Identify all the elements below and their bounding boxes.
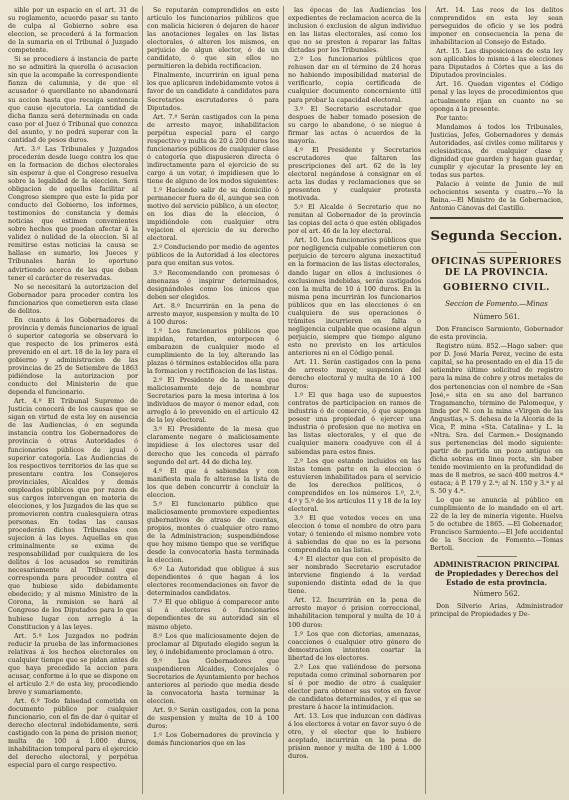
paragraph: Si se procediere á instancia de parte no se admitirá la querella ó acusacion sin que la acompañe la correspondiente fianza de calumnia, y de que el acusador ó querellante no abandonará su accion hasta que recaiga sentencia que cause ejecutoria. La cantidad de dicha fianza será determinada en cada caso por el Juez ó Tribunal que conozca del asunto, y no podrá superar con la cantidad de pesos duros.: [8, 55, 138, 144]
paragraph: 1.º El que haga uso de supuestos contratos de participacion en ramos de industria ó de comercio, ó que suponga poseer una propiedad ó ejercer una industria ó profesion que no motiva en las listas electorales, y el que de cualquier manera coadyuve con él á sabiendas para estos fines.: [288, 391, 421, 456]
paragraph: 1.º Los que con dictorias, amenazas, coacciones ó cualquier otro género de demostracion intenten coartar la libertad de los electores.: [288, 629, 421, 662]
paragraph: 2.º Conduciendo por medio de agentes públicos de la Autoridad á los electores para que emitan sus votos.: [147, 243, 279, 268]
paragraph: Art. 14. Las reos de los delitos comprendidos en esta ley sean perseguidos de oficio y se les podrá imponer en consecuencia la pena de inhabilitacion al Consejo de Estado.: [430, 6, 563, 47]
paragraph: 4.º El Presidente y Secretarios escrutadores que faltaren las prescripciones del art. 62 de la ley electoral negándose á consignar en el acta las dudas y reclamaciones que se presenten y cualquier protesta motivada.: [288, 145, 421, 203]
column-1: [8, 6, 138, 794]
paragraph: Art. 8.º Incurrirán en la pena de arresto mayor, suspension y multa de 10 á 100 duros:: [147, 301, 279, 326]
paragraph: Art. 5.º Los Juzgados no podrán reducir la prueba de las informaciones relativas á los hechos electorales en cualquier tiempo que se pidan antes de que haya precedido la accion para acusar, conforme á lo que se dispone en el artículo 2.º de esta ley, procediendo breve y sumariamente.: [8, 631, 138, 696]
paragraph: 4.º El que á sabiendas y con manifiesta mala fe alterase la lista de los que deben concurrir á concluir la eleccion.: [147, 466, 279, 499]
column-4: [430, 6, 563, 794]
paragraph: 1.º Haciendo salir de su domicilio ó permanecer fuera de él, aunque sea con motivo del servicio público, á un elector, en los dias de la eleccion, ó impidiéndole con cualquier otra vejacion el ejercicio de su derecho electoral.: [147, 186, 279, 243]
paragraph: Se reputarán comprendidos en este artículo los funcionarios públicos que con malicia hicieren ó dejaren de hacer las anotaciones legales en las listas electorales, ó alteren los mismos, en perjuicio de algun elector, ó de un candidato, ó que sin ellos no permitieren la debida rectificacion.: [147, 6, 279, 71]
paragraph: 2.º Los que valiéndose de persona reputada como criminal sobornaren por sí ó por medio de otro á cualquier elector para obtener sus votos en favor de candidatos determinados, y el que se prestare á hacer la intimidacion.: [288, 662, 421, 711]
paragraph: 2.º El Presidente de la mesa que maliciosamente deje de nombrar Secretarios para la mesa interina á los individuos de mayor ó menor edad, con arreglo á lo prevenido en el artículo 42 de la ley electoral.: [147, 376, 279, 425]
column-2: [147, 6, 279, 794]
paragraph: Art. 13. Los que induzcan con dádivas á los electores á votar en favor suyo ó de otro, y el elector que lo hubiere aceptado, incurrirán en la pena de prision menor y multa de 100 á 1.000 duros.: [288, 712, 421, 761]
paragraph: 1.º Los Gobernadores de provincia y demás funcionarios que en las: [147, 731, 279, 748]
paragraph: Art. 3.º Las Tribunales y Juzgados procederán desde luego contra los que en la formacion de dichos electorales sin esperar á que el Congreso resuelva sobre la legalidad de la eleccion. Será obligacion de aquellos facilitar al Congreso siempre que este lo pida por conducto del Gobierno, los informes, testimonios de constancia y demás noticias que estimen convenientes sobre hechos que puedan afectar á la validez ó nulidad de la eleccion. Si al remitirse estas noticias la causa se hallase en sumario, los Jueces y Tribunales harán lo oportuno advirtiendo acerca de las que deban tener el carácter de reservadas.: [8, 144, 138, 282]
paragraph: No se necesitará la autorizacion del Gobernador para proceder contra los funcionarios que cometieren esta clase de delitos.: [8, 282, 138, 315]
paragraph: sible por un espacio en el art. 31 de su reglamento, acuerdo pasar su tanto de culpa al Gobierno sobre esa eleccion, se procederá á la formacion de la sumaria en el Tribunal ó Juzgado competente.: [8, 6, 138, 55]
paragraph: 4.º El elector que con el propósito de ser nombrado Secretario escrutador interviene fingiendo á la verdad suponiendo distinta edad de la que tiene.: [288, 555, 421, 596]
paragraph: 5.º El funcionario público que maliciosamente promoviere expedientes gubernativos de atraso de cuentas, propios, montes ó cualquier otro ramo de la Administracion; suspendiéndose que hoy mismo tiempo que se verifique desde la convocatoria hasta terminada la eleccion.: [147, 499, 279, 565]
paragraph: Don Silverio Arias, Administrador principal de Propiedades y De-: [430, 602, 563, 619]
paragraph: 2.º Los que estando incluidos en las listas tomen parte en la eleccion ó estuvieren inhabilitados para el servicio de los derechos políticos, ó comprendidos en los números 1.º, 2.º, 4.º y 5.º de los artículos 11 y 18 de la ley electoral.: [288, 456, 421, 513]
paragraph: Art. 15. Las disposiciones de esta ley son aplicables lo mismo á las elecciones para Diputados á Córtes que a las de Diputados provinciales.: [430, 47, 563, 80]
admin-heading: ADMINISTRACION PRINCIPAL de Propiedades y Derechos del Estado de esta provincia.: [433, 560, 560, 587]
paragraph: 3.º El que votedos veces en una eleccion ó tome el nombre de otro para votar; ó teniendo el mismo nombre vote á sabiendas de que no es la persona comprendida en las listas.: [288, 513, 421, 555]
paragraph: 5.º El Alcalde ó Secretario que no remitan al Gobernador de la provincia las copias del acta ó que estén obligados por el art. 46 de la ley electoral.: [288, 203, 421, 236]
paragraph: Finalmente, incurrirán en igual pena los que aplicaren indebidamente votos á favor de un candidato á candidatos para Secretarios escrutadores ó para Diputados.: [147, 71, 279, 112]
paragraph: 2.º Los funcionarios públicos que rehusen dar en el término de 24 horas no habiendo imposibilidad material de verificarlo, copia certificada de cualquier documento concerniente útil para probar la capacidad electoral.: [288, 55, 421, 104]
paragraph: Por tanto:: [436, 113, 469, 122]
paragraph: En cuanto á los Gobernadores de provincia y demás funcionarios de igual ó superior categoría se observará lo que respecto de los primeros está prevenido en el art. 18 de la ley para el gobierno y administracion de las provincias de 25 de Setiembre de 1863 pidiéndose la autorizacion por conducto del Ministerio de que dependa el funcionario.: [8, 315, 138, 397]
paragraph: Art. 12. Incurrirán en la pena de arresto mayor ó prision correccional, inhabilitacion temporal y multa de 10 á 100 duros:: [288, 596, 421, 629]
paragraph: 1.º Los funcionarios públicos que impidan, retarden, entorpecen ó embarazen de cualquier modo el cumplimiento de la ley, alterando las plazas ó términos establecidos ella para la formacion y rectificacion de las listas.: [147, 326, 279, 376]
paragraph: 8.º Los que maliciosamente dejen de proclamar al Diputado elegido segun la ley, ó indebidamente proclaman á otro.: [147, 631, 279, 656]
paragraph: Don Francisco Sarmiento, Gobernador de esta provincia.: [430, 325, 563, 342]
paragraph: Art. 6.º Todo falsedad cometida en documento público por cualquier funcionario, con el fin de dar ó quitar el derecho electoral indebidamente, será castigado con la pena de prision menor, multa de 100 á 1.000 duros, inhabilitacion temporal para el ejercicio del derecho electoral, y perpétua especial para el cargo respectivo.: [8, 696, 138, 770]
column-divider: [142, 6, 143, 794]
paragraph: 9.º Los Gobernadores que suspendieren Alcaldes, Concejales ó Secretarios de Ayuntamiento por hechos anteriores al periodo que media desde la convocatoria hasta terminar la eleccion.: [147, 656, 279, 705]
paragraph: Mandamos á todos los Tribunales, Justicias, Jefes, Gobernadores y demás Autoridades, así civiles como militares y eclesiásticas, de cualquier clase y dignidad que guarden y hagan guardar, cumplir y ejecutar la presente ley en todas sus partes.: [430, 122, 563, 179]
column-3: [288, 6, 421, 794]
notice-number: Número 562.: [473, 590, 520, 599]
paragraph: 3.º El Presidente de la mesa que claramente negare ó maliciosamente impidiese á los electores usar del derecho que les conceda el párrafo segundo del art. 44 de dicha ley.: [147, 425, 279, 466]
paragraph: Lo que se anuncia al público en cumplimiento de lo mandado en el art. 22 de la ley de minería vigente. Huelva 5 de octubre de 1865. —El Gobernador, Francisco Sarmiento.—El Jefe accidental de la Seccion de Fomento.—Tomas Bertoli.: [430, 496, 563, 553]
paragraph: Art. 9.º Serán castigados, con la pena de suspension y multa de 10 á 100 duros:: [147, 705, 279, 731]
section-rule: [430, 217, 563, 219]
column-divider: [283, 6, 284, 794]
paragraph: 7.º El que obligue á comparecer ante sí á electores ó funcionarios dependientes de su autoridad sin el mismo objeto.: [147, 598, 279, 631]
divider: [477, 556, 517, 557]
notice-number: Número 561.: [473, 313, 520, 322]
paragraph: Art. 4.º El Tribunal Supremo de Justicia conocerá de los causas que se sigan en virtud de esta ley en ausencia de las Audiencias, ó en segunda instancia contra los Gobernadores de provincia ó otras Autoridades ó funcionarios públicos de igual ó superior categoría. Las Audiencias de los respectivos territorios de las que se presentare contra los Consejeros provinciales, Alcaldes y demás empleados públicos que por razon de sus cargos intervengan en materia de elecciones, y los Juzgados de las que se promovieren contra cualesquiera otras personas. En todas las causas procederán dichos Tribunales con sujecion á las leyes. Aquellas en que criminalmente se exima de responsabilidad por cualquiera de los delitos á los acusados se remitirán necesariamente al Tribunal que corresponda para proceder contra el que hubiese sido debidamente obedecido; y al mismo Ministro de la Corona, la remision se hará al Congreso de los Diputados para lo que hubiese lugar con arreglo á la Constitucion y á las leyes.: [8, 397, 138, 631]
office-heading: OFICINAS SUPERIORES DE LA PROVINCIA.: [431, 257, 562, 279]
column-divider: [425, 6, 426, 794]
paragraph: Art. 7.º Serán castigados con la pena de arresto mayor, inhabilitacion perpétua especial para el cargo respectivo y multa de 20 á 200 duros los funcionarios públicos de cualquier clase ó categoría que dispusieren directa ó indirectamente para el ejercicio de su cargo á un votar, ó impidiesen que lo tiene de alguno de los modos siguientes:: [147, 112, 279, 185]
paragraph: Art. 10. Los funcionarios públicos que por negligencia culpable cometieren con perjuicio de tercero alguna inexactitud en la formacion de las listas electorales, dando lugar en ellos á inclusiones ó exclusiones indebidas, serán castigados con la multa de 10 á 100 duros. En la misma pena incurrirán los funcionarios públicos que en las elecciones ó en cualquiera de sus operaciones ó trámites incurrieren en falta o negligencia culpable que ocasione algun perjuicio, siempre que tiempo alguno esto no previsto en los artículos anteriores ni en el Código penal.: [288, 236, 421, 357]
paragraph: Art. 11. Serán castigados con la pena de arresto mayor, suspension del derecho electoral y multa de 10 á 100 duros:: [288, 358, 421, 391]
paragraph: 3.º El Secretario escrutador que despues de haber tomado posesion de su cargo lo abandone, ó se niegue á firmar las actas ó acuerdos de la mayoría.: [288, 104, 421, 145]
paragraph: 6.º La Autoridad que obligue á sus dependientes ó que hagan á los electores recomendaciones en favor de determinados candidatos.: [147, 565, 279, 598]
section-label: Seccion de Fomento.—Minas: [445, 300, 548, 309]
paragraph: Palacio á veinte de Junio de mil ochocientos sesenta y cuatro.—Yo la Reina.—El Ministro de la Gobernacion, Antonio Cánovas del Castillo.: [430, 179, 563, 213]
paragraph: 3.º Recomendando con promesas ó amenazas ó inspirar determinados, designándoles como los únicos que deben ser elegidos.: [147, 268, 279, 301]
office-subheading: GOBIERNO CIVIL.: [442, 282, 551, 294]
paragraph: Registro núm. 852.—Hago saber: que por D. José María Perez, vecino de esta capital, se ha presentado en el dia 15 de setiembre último solicitud de registro para la mina de cobre y otros metales de dos pertenencias con el nombre de «San José,» sita en su ano del barranco Tragamancho, término de Palomeque, y linda por N. con la mina «Virgen de las Angustias,» S. dehesa de la Alcoria de la Vica, P. mina «Sta. Catalina» y L. la «Ntra. Sra. del Carmen.» Designando sus pertenencias del modo siguiente: partir de partida un pozo antiguo en dicha sobras en linea recta, sin haber tenido movimiento en la profundidad de mas de 8 metros, se sacó 400 metros 4.ª estaca; á P. 179 y 2.ª; al N. 150 y 3.ª y al S. 50 y 4.ª.: [430, 342, 563, 496]
divider: [477, 252, 517, 253]
section-headline: Segunda Seccion.: [430, 229, 563, 245]
paragraph: las épocas de las Audiencias los expedientes de reclamacion acerca de la inclusion ó exclusion de algun individuo en las listas electorales, así como los que no se presten á reparar las faltas dictadas por los Tribunales.: [288, 6, 421, 55]
paragraph: Art. 16. Quedan vigentes el Código penal y las leyes de procedimientos que actualmente rijan en cuanto no se oponga á la presente.: [430, 80, 563, 113]
